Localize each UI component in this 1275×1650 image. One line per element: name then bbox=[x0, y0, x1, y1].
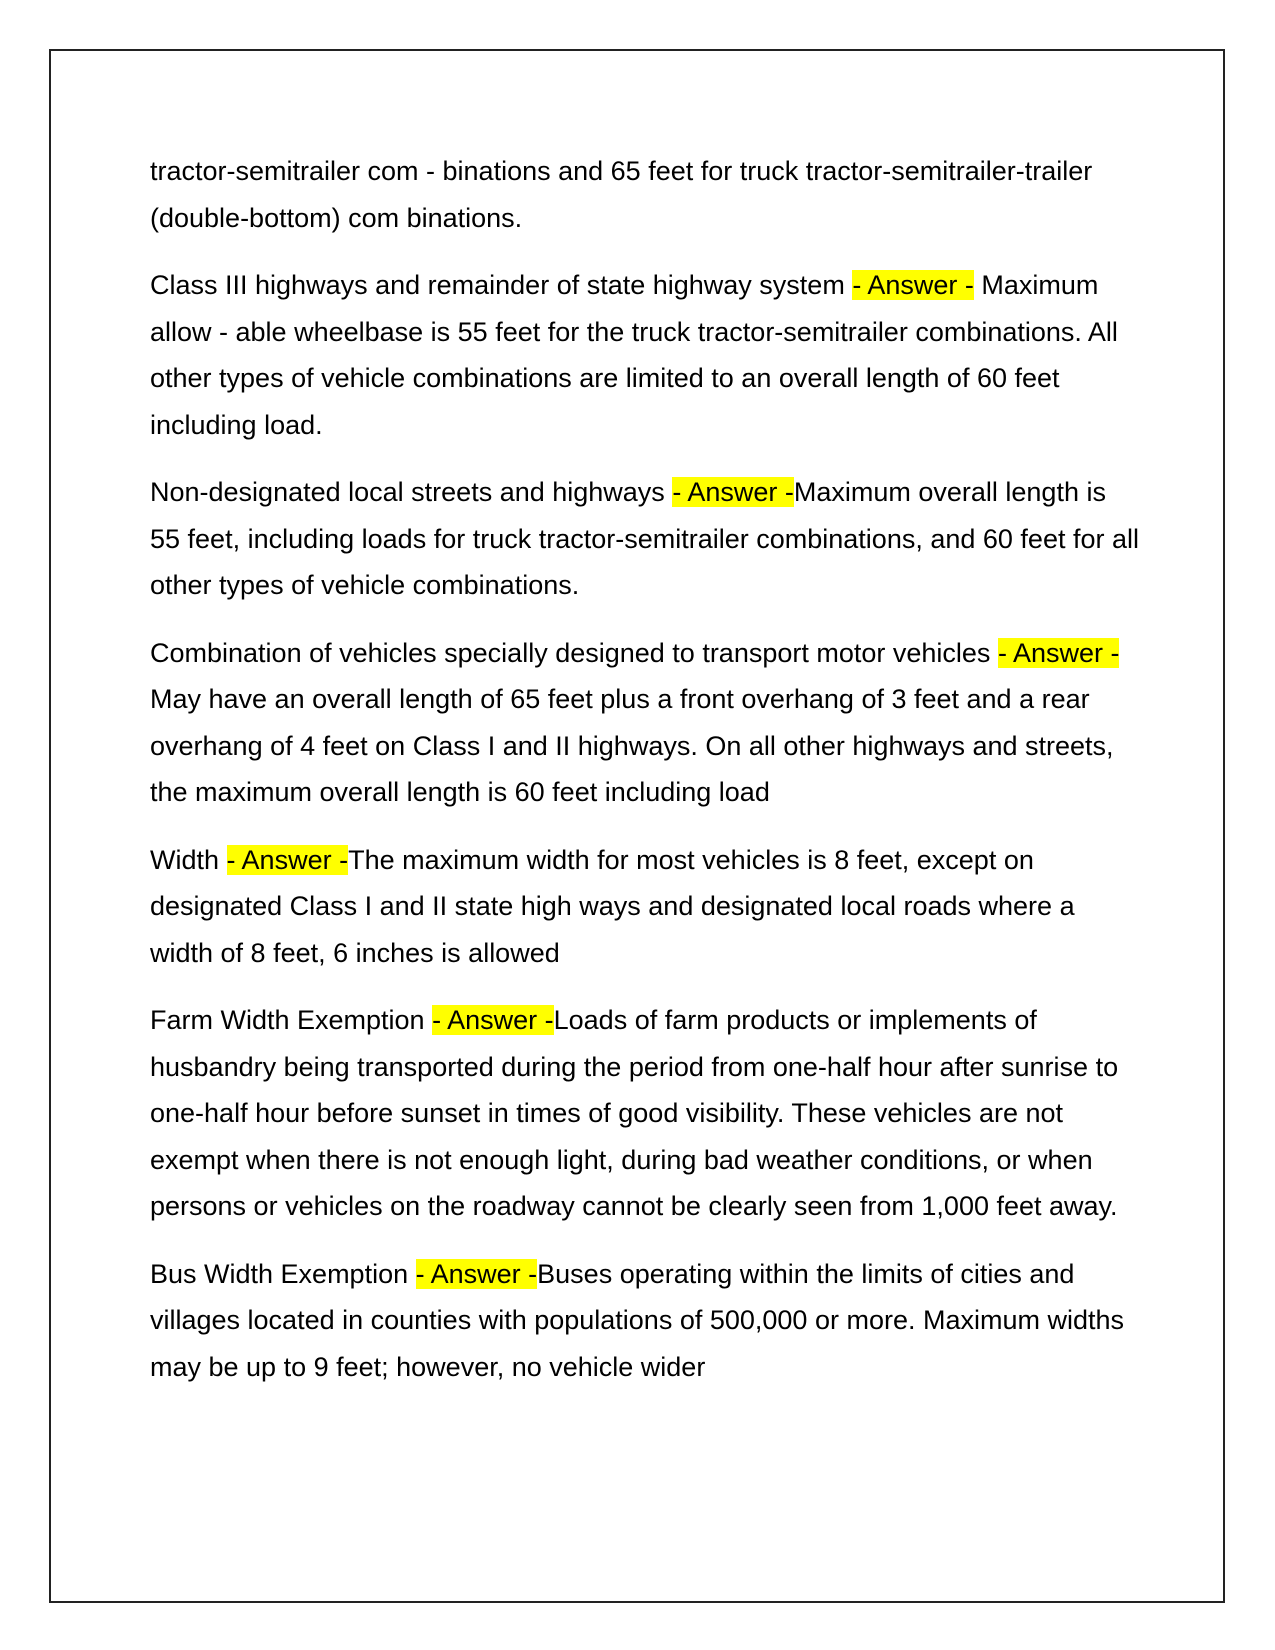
question-text: Bus Width Exemption bbox=[150, 1258, 409, 1289]
answer-marker-highlight: - Answer - bbox=[672, 477, 794, 507]
paragraph-width bbox=[150, 837, 1140, 977]
paragraph-text: tractor-semitrailer com - binations and 65 feet for truck tractor-semitrailer-trailer (double-bottom) com binations. bbox=[150, 156, 1093, 233]
paragraph-motor-vehicle-transport bbox=[150, 630, 1140, 816]
question-text: Width bbox=[150, 844, 220, 875]
answer-marker-highlight: - Answer - bbox=[432, 1005, 554, 1035]
question-text: Farm Width Exemption bbox=[150, 1005, 425, 1035]
question-text: Combination of vehicles specially designed to transport motor vehicles bbox=[150, 637, 991, 668]
answer-marker-highlight: - Answer - bbox=[997, 637, 1120, 668]
answer-marker-highlight: - Answer - bbox=[226, 844, 349, 875]
paragraph-non-designated-streets bbox=[150, 469, 1140, 609]
answer-text: May have an overall length of 65 feet plus a front overhang of 3 feet and a rear overhang of 4 feet on Class I and II highways. On all other highways and streets, the maximum overall length is 60 feet including load bbox=[150, 684, 1114, 807]
question-text: Non-designated local streets and highways bbox=[150, 477, 665, 507]
paragraph-farm-width-exemption bbox=[150, 997, 1140, 1230]
answer-marker-highlight: - Answer - bbox=[415, 1258, 538, 1289]
paragraph-bus-width-exemption bbox=[150, 1251, 1140, 1391]
answer-text: The maximum width for most vehicles is 8 feet, except on designated Class I and II state high ways and designated local roads where a width of 8 feet, 6 inches is allowed bbox=[150, 844, 1075, 968]
answer-text: Maximum overall length is 55 feet, including loads for truck tractor-semitrailer combinations, and 60 feet for all other types of vehicle combinations. bbox=[150, 477, 1139, 600]
answer-marker-highlight: - Answer - bbox=[852, 270, 974, 300]
question-text: Class III highways and remainder of state highway system bbox=[150, 270, 845, 300]
answer-text: Maximum allow - able wheelbase is 55 feet for the truck tractor-semitrailer combinations. All other types of vehicle combinations are limited to an overall length of 60 feet including load. bbox=[150, 270, 1118, 440]
paragraph-class-iii-highways bbox=[150, 262, 1140, 448]
answer-text: Loads of farm products or implements of husbandry being transported during the period from one-half hour after sunrise to one-half hour before sunset in times of good visibility. These vehicles are not exempt when there is not enough light, during bad weather conditions, or when persons or vehicles on the roadway cannot be clearly seen from 1,000 feet away. bbox=[150, 1005, 1119, 1221]
paragraph-continuation bbox=[150, 148, 1140, 241]
document-body bbox=[150, 148, 1140, 1411]
answer-text: Buses operating within the limits of cities and villages located in counties with populations of 500,000 or more. Maximum widths may be up to 9 feet; however, no vehicle wider bbox=[150, 1258, 1125, 1382]
